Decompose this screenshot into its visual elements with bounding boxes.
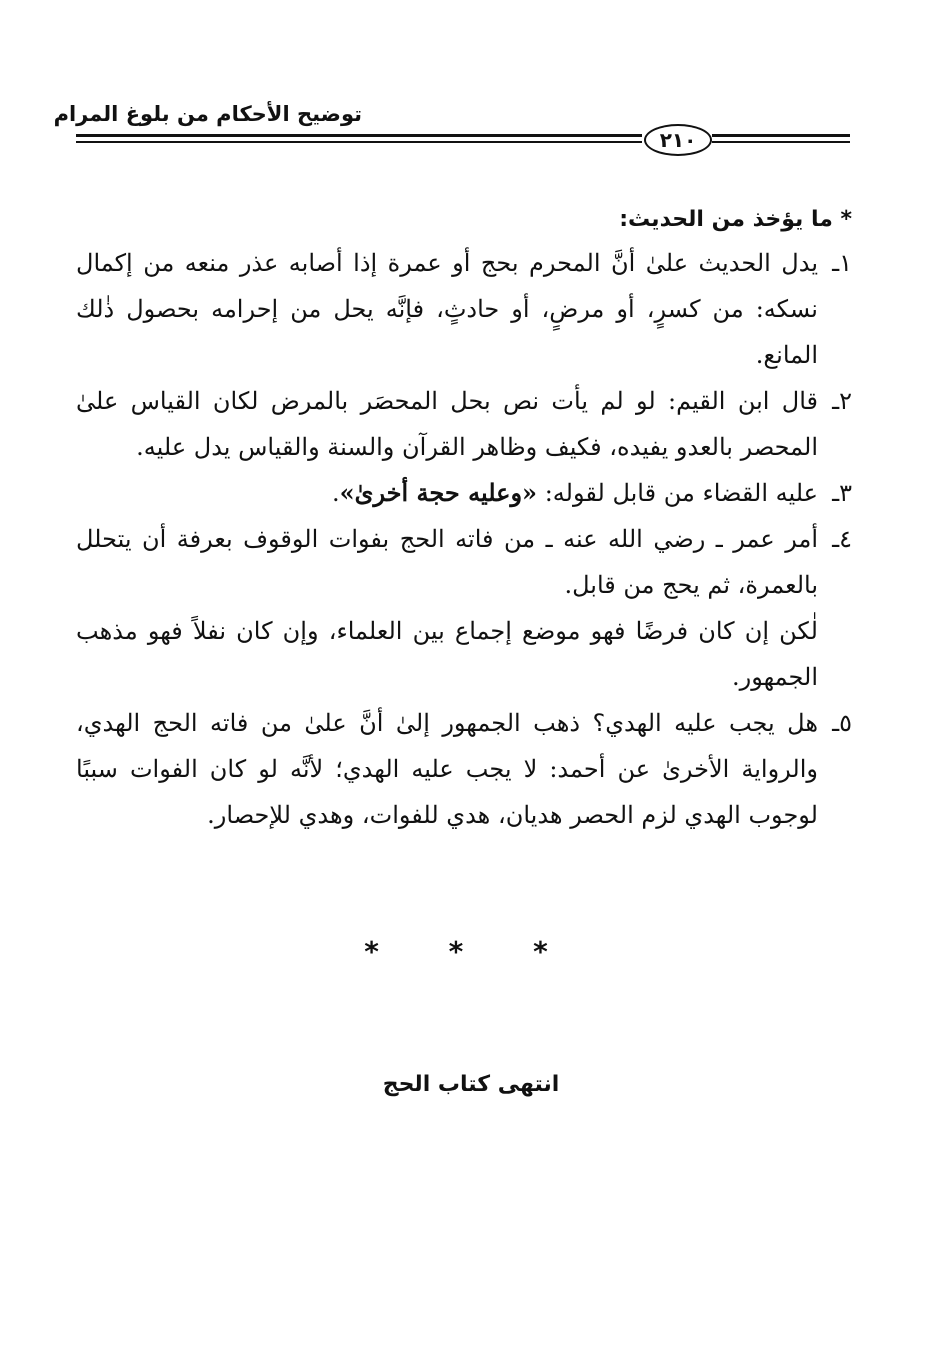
running-header-title: توضيح الأحكام من بلوغ المرام	[53, 102, 362, 126]
item-number: ٥ـ	[832, 709, 852, 737]
hadith-quote: «وعليه حجة أخرىٰ»	[339, 478, 538, 507]
item-text-part: .	[332, 479, 340, 507]
item-text-part: عليه القضاء من قابل لقوله:	[537, 479, 818, 507]
list-item	[76, 378, 852, 470]
section-separator: * * *	[364, 935, 578, 968]
main-content	[76, 200, 852, 838]
item-text	[76, 470, 818, 516]
item-number: ٤ـ	[832, 525, 852, 553]
item-text: أمر عمر ـ رضي الله عنه ـ من فاته الحج بفوات الوقوف بعرفة أن يتحلل بالعمرة، ثم يحج من قابل.	[76, 525, 818, 599]
end-of-book-note: انتهى كتاب الحج	[382, 1072, 560, 1097]
item-number: ٢ـ	[832, 387, 852, 415]
item-text: هل يجب عليه الهدي؟ ذهب الجمهور إلىٰ أنَّ علىٰ من فاته الحج الهدي، والرواية الأخرىٰ عن أحمد: لا يجب عليه الهدي؛ لأنَّه لو كان الفوات سببًا لوجوب الهدي لزم الحصر هديان، هدي للفوات، وهدي للإحصار.	[76, 709, 818, 829]
header-rule	[712, 141, 850, 143]
list-item	[76, 516, 852, 608]
header-rule	[76, 141, 642, 143]
item-text: قال ابن القيم: لو لم يأت نص بحل المحصَر بالمرض لكان القياس علىٰ المحصر بالعدو يفيده، فكيف وظاهر القرآن والسنة والقياس يدل عليه.	[76, 387, 818, 461]
list-item	[76, 240, 852, 378]
item-text: يدل الحديث علىٰ أنَّ المحرم بحج أو عمرة إذا أصابه عذر منعه من إكمال نسكه: من كسرٍ، أو مرضٍ، أو حادثٍ، فإنَّه يحل من إحرامه بحصول ذٰلك المانع.	[76, 249, 818, 369]
list-item	[76, 470, 852, 516]
item-note: لٰكن إن كان فرضًا فهو موضع إجماع بين العلماء، وإن كان نفلاً فهو مذهب الجمهور.	[76, 617, 818, 691]
item-number: ٣ـ	[832, 479, 852, 507]
section-heading: * ما يؤخذ من الحديث:	[619, 207, 852, 232]
header-rule	[712, 134, 850, 137]
header-rule	[76, 134, 642, 137]
item-number: ١ـ	[832, 249, 852, 277]
list-item	[76, 700, 852, 838]
page-number-badge: ٢١٠	[644, 124, 712, 156]
